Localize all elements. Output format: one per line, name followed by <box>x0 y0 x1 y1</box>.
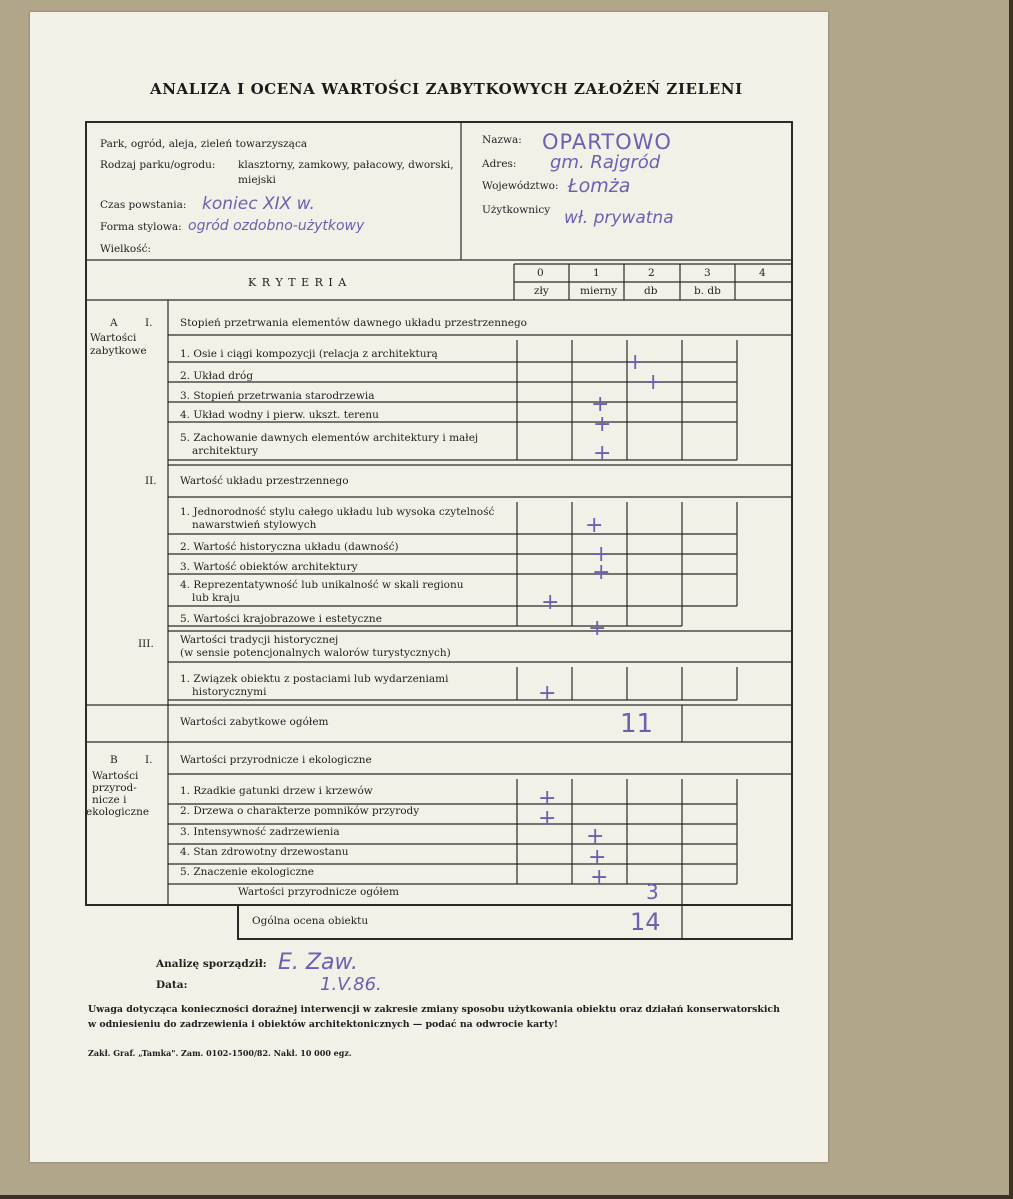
scan-edge-right <box>1009 0 1013 1199</box>
address-label: Adres: <box>482 158 517 170</box>
size-label: Wielkość: <box>100 243 152 255</box>
total-nature-label: Wartości przyrodnicze ogółem <box>238 886 399 898</box>
scale-label-1: mierny <box>580 285 618 297</box>
section-a-code: A <box>110 317 118 329</box>
creation-time-label: Czas powstania: <box>100 199 187 211</box>
row-a2-1: 1. Jednorodność stylu całego układu lub wysoka czytelność <box>180 506 495 518</box>
users-value: wł. prywatna <box>564 208 674 228</box>
group-a1-title: Stopień przetrwania elementów dawnego układu przestrzennego <box>180 317 527 329</box>
province-label: Województwo: <box>482 180 559 192</box>
scan-edge-bottom <box>0 1195 1013 1199</box>
row-b1-3: 3. Intensywność zadrzewienia <box>180 826 340 838</box>
form-sheet <box>30 12 828 1162</box>
name-value: OPARTOWO <box>542 130 672 154</box>
row-a1-5-cont: architektury <box>192 445 259 457</box>
garden-kind-options: klasztorny, zamkowy, pałacowy, dworski, <box>238 159 454 171</box>
users-label: Użytkownicy <box>482 204 551 216</box>
row-a2-5: 5. Wartości krajobrazowe i estetyczne <box>180 613 382 625</box>
section-a-name-2: zabytkowe <box>90 345 147 357</box>
object-type-line: Park, ogród, aleja, zieleń towarzysząca <box>100 138 308 150</box>
row-a2-4: 4. Reprezentatywność lub unikalność w skali regionu <box>180 579 464 591</box>
prepared-by-label: Analizę sporządził: <box>156 958 267 970</box>
total-nature-value: 3 <box>646 880 659 904</box>
mark-b1-1-zly: + <box>538 786 557 811</box>
mark-a1-4-mierny: + <box>593 412 612 437</box>
mark-b1-3-mierny: + <box>586 824 605 849</box>
overall-rating-label: Ogólna ocena obiektu <box>252 915 369 927</box>
date-label: Data: <box>156 979 188 991</box>
prepared-by-signature: E. Zaw. <box>278 950 359 975</box>
creation-time-value: koniec XIX w. <box>202 194 315 214</box>
scale-num-1: 1 <box>593 267 600 279</box>
scale-label-2: db <box>644 285 658 297</box>
mark-a2-3-mierny: + <box>592 560 611 585</box>
group-a3-subtitle: (w sensie potencjonalnych walorów turystycznych) <box>180 647 451 659</box>
garden-kind-options-2: miejski <box>238 174 276 186</box>
group-a3-title: Wartości tradycji historycznej <box>180 634 339 646</box>
mark-a1-5-mierny: + <box>593 441 612 466</box>
mark-b1-5-mierny: + <box>590 865 609 890</box>
note-line-1: Uwaga dotycząca konieczności doraźnej interwencji w zakresie zmiany sposobu użytkowania obiektu oraz działań konserwatorskich <box>88 1004 780 1015</box>
scale-num-3: 3 <box>704 267 711 279</box>
scale-num-0: 0 <box>537 267 544 279</box>
scale-label-0: zły <box>534 285 549 297</box>
section-b-name-3: nicze i <box>92 794 127 806</box>
row-a2-2: 2. Wartość historyczna układu (dawność) <box>180 541 399 553</box>
note-line-2: w odniesieniu do zadrzewienia i obiektów architektonicznych — podać na odwrocie karty! <box>88 1019 558 1030</box>
row-a1-5: 5. Zachowanie dawnych elementów architektury i małej <box>180 432 479 444</box>
section-b-name-4: ekologiczne <box>86 806 150 818</box>
form-title: ANALIZA I OCENA WARTOŚCI ZABYTKOWYCH ZAŁOŻEŃ ZIELENI <box>150 80 743 98</box>
scale-label-3: b. db <box>694 285 721 297</box>
row-a2-4-cont: lub kraju <box>192 592 240 604</box>
row-a3-1: 1. Związek obiektu z postaciami lub wydarzeniami <box>180 673 449 685</box>
row-a1-2: 2. Układ dróg <box>180 370 254 382</box>
mark-a1-1-db: + <box>626 350 645 375</box>
mark-a2-1-mierny: + <box>585 513 604 538</box>
total-heritage-label: Wartości zabytkowe ogółem <box>180 716 329 728</box>
style-form-value: ogród ozdobno-użytkowy <box>188 218 365 234</box>
row-b1-5: 5. Znaczenie ekologiczne <box>180 866 315 878</box>
mark-b1-4-mierny: + <box>588 845 607 870</box>
mark-a1-2-db: + <box>644 370 663 395</box>
section-b-code: B <box>110 754 118 766</box>
print-note: Zakł. Graf. „Tamka". Zam. 0102-1500/82. Nakł. 10 000 egz. <box>88 1048 352 1058</box>
row-a1-4: 4. Układ wodny i pierw. ukszt. terenu <box>180 409 379 421</box>
scale-num-4: 4 <box>759 267 766 279</box>
mark-a2-5-mierny: + <box>588 616 607 641</box>
mark-a3-1-zly: + <box>538 681 557 706</box>
province-value: Łomża <box>568 175 631 197</box>
name-label: Nazwa: <box>482 134 522 146</box>
section-b-name-1: Wartości <box>92 770 139 782</box>
scale-num-2: 2 <box>648 267 655 279</box>
mark-a2-4-zly: + <box>541 590 560 615</box>
overall-rating-value: 14 <box>630 908 661 936</box>
row-b1-2: 2. Drzewa o charakterze pomników przyrody <box>180 805 420 817</box>
section-a-name-1: Wartości <box>90 332 137 344</box>
mark-b1-2-zly: + <box>538 806 557 831</box>
row-a2-1-cont: nawarstwień stylowych <box>192 519 317 531</box>
section-b-roman: I. <box>145 754 153 766</box>
date-value: 1.V.86. <box>320 974 382 995</box>
row-b1-1: 1. Rzadkie gatunki drzew i krzewów <box>180 785 373 797</box>
group-a2-roman: II. <box>145 475 157 487</box>
row-a1-1: 1. Osie i ciągi kompozycji (relacja z architekturą <box>180 348 438 360</box>
group-a2-title: Wartość układu przestrzennego <box>180 475 349 487</box>
mark-a1-3-mierny: + <box>591 392 610 417</box>
criteria-header: K R Y T E R I A <box>248 276 348 289</box>
row-a3-1-cont: historycznymi <box>192 686 267 698</box>
address-value: gm. Rajgród <box>550 152 661 173</box>
section-a-roman: I. <box>145 317 153 329</box>
row-b1-4: 4. Stan zdrowotny drzewostanu <box>180 846 349 858</box>
group-b1-title: Wartości przyrodnicze i ekologiczne <box>180 754 372 766</box>
group-a3-roman: III. <box>138 638 154 650</box>
total-heritage-value: 11 <box>620 709 654 739</box>
mark-a2-2-mierny: + <box>592 542 611 567</box>
section-b-name-2: przyrod- <box>92 782 137 794</box>
row-a2-3: 3. Wartość obiektów architektury <box>180 561 358 573</box>
style-form-label: Forma stylowa: <box>100 221 182 233</box>
row-a1-3: 3. Stopień przetrwania starodrzewia <box>180 390 375 402</box>
garden-kind-label: Rodzaj parku/ogrodu: <box>100 159 216 171</box>
